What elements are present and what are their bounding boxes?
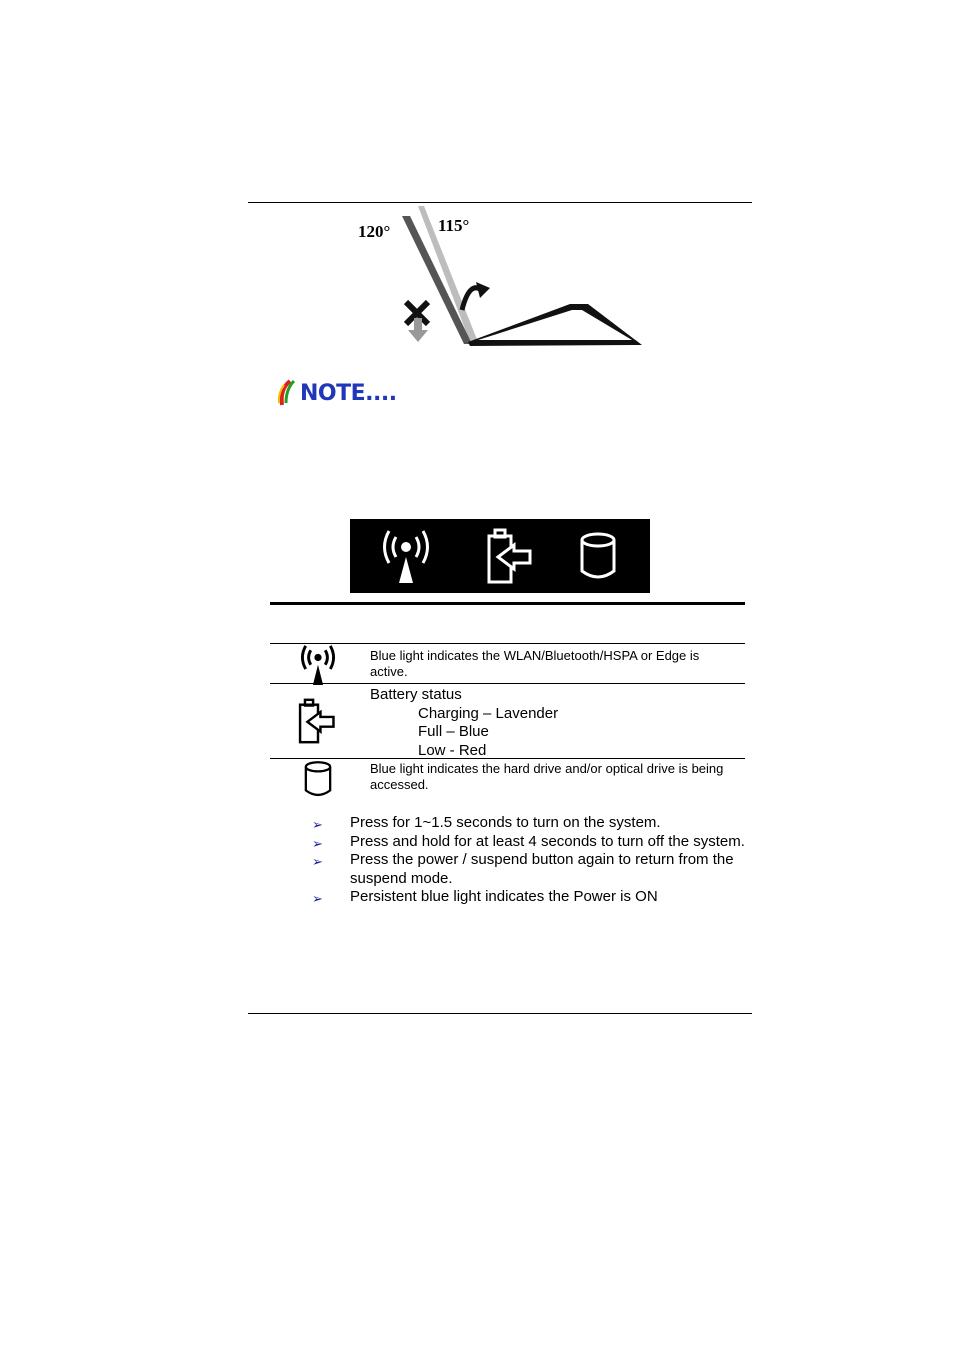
- angle-115-label: 115°: [438, 216, 470, 235]
- note-logo-text: NOTE....: [300, 380, 397, 406]
- list-item: ➢ Persistent blue light indicates the Power is ON: [312, 888, 752, 907]
- indicator-table: [270, 602, 745, 799]
- table-row: [270, 644, 745, 684]
- battery-status-low: Low - Red: [418, 741, 487, 759]
- list-item: ➢ Press the power / suspend button again to return from the suspend mode.: [312, 851, 734, 887]
- note-logo: [276, 378, 397, 408]
- hinge-angle-diagram: [350, 200, 650, 350]
- battery-status-charging: Charging – Lavender: [418, 704, 559, 722]
- list-item: ➢ Press for 1~1.5 seconds to turn on the system.: [312, 814, 752, 833]
- wireless-icon: [378, 527, 434, 585]
- bullet-arrow-icon: ➢: [312, 817, 323, 832]
- hard-drive-icon: [578, 531, 618, 581]
- power-button-list: [312, 814, 752, 907]
- table-header-row: [270, 605, 745, 644]
- bottom-rule: [248, 1013, 752, 1014]
- battery-icon: [484, 527, 538, 585]
- list-item: ➢ Press and hold for at least 4 seconds to turn off the system.: [312, 833, 752, 852]
- angle-120-label: 120°: [358, 222, 391, 241]
- pen-icon: [276, 379, 298, 407]
- wireless-icon: [297, 643, 339, 685]
- battery-status-full: Full – Blue: [418, 723, 489, 740]
- table-row: [270, 684, 745, 759]
- wireless-description: Blue light indicates the WLAN/Bluetooth/HSPA or Edge is active.: [370, 648, 700, 679]
- hard-drive-icon: [302, 760, 334, 798]
- bullet-arrow-icon: ➢: [312, 854, 323, 869]
- indicator-panel: [350, 519, 650, 593]
- drive-description: Blue light indicates the hard drive and/or optical drive is being accessed.: [370, 761, 724, 792]
- battery-status-title: Battery status: [370, 686, 462, 703]
- battery-icon: [296, 696, 340, 746]
- bullet-arrow-icon: ➢: [312, 891, 323, 906]
- table-row: [270, 759, 745, 799]
- bullet-arrow-icon: ➢: [312, 835, 323, 851]
